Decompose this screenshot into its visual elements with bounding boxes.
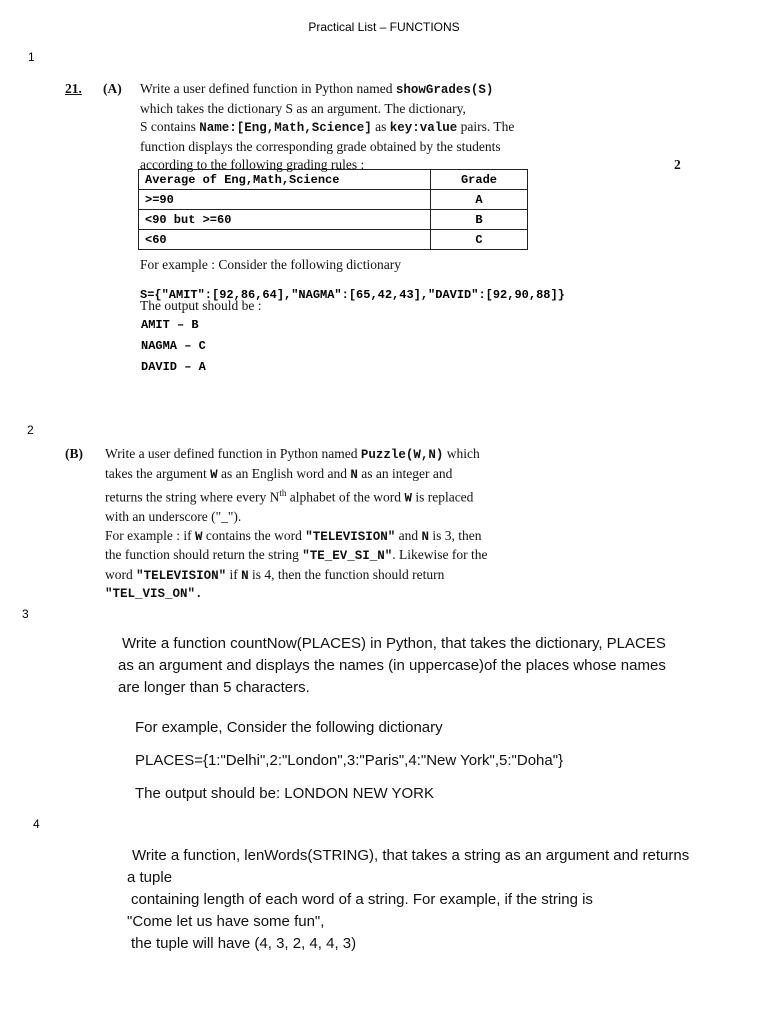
item-number-2: 2 [27,423,34,437]
function-name-puzzle: Puzzle(W,N) [360,448,444,462]
table-row: <60 C [139,230,528,250]
question-3-text: Write a function countNow(PLACES) in Python, that takes the dictionary, PLACES as an argument and displays the names (in uppercase)of the places whose names are longer than 5 characters. [118,635,666,696]
table-header-average: Average of Eng,Math,Science [139,170,431,190]
question-4-text: Write a function, lenWords(STRING), that takes a string as an argument and returns a tuple containing length of each word of a string. For example, if the string is "Come let us have some fun", the tuple will have (4, 3, 2, 4, 4, 3) [127,847,690,952]
function-name-showgrades: showGrades(S) [395,83,494,97]
output-line: AMIT – B [141,318,199,332]
question-3-dictionary: PLACES={1:"Delhi",2:"London",3:"Paris",4:"New York",5:"Doha"} [135,752,564,769]
question-number: 21. [65,81,82,96]
question-3-example: For example, Consider the following dictionary [135,719,443,736]
output-line: NAGMA – C [141,339,206,353]
question-21a-text: Write a user defined function in Python named showGrades(S) which takes the dictionary S as an argument. The dictionary, S contains Name:[Eng,Math,Science] as key:value pairs. The function displays the corresponding grade obtained by the students according to the following grading rules : [140,81,515,172]
table-row: <90 but >=60 B [139,210,528,230]
example-label: For example : Consider the following dictionary [140,257,401,272]
output-line: DAVID – A [141,360,206,374]
question-b-text: Write a user defined function in Python named Puzzle(W,N) which takes the argument W as an English word and N as an integer and returns the string where every $N^{th}$ alphabet of the word W is replaced with an underscore ("_"). For example : if W contains the word "TELEVISION" and N is 3, then the function should return the string "TE_EV_SI_N". Likewise for the word "TELEVISION" if N is 4, then the function should return "TEL_VIS_ON". [105,446,488,601]
question-part-b: (B) [65,446,83,461]
question-3-output: The output should be: LONDON NEW YORK [135,785,435,802]
question-part-a: (A) [103,81,122,96]
table-row: >=90 A [139,190,528,210]
page-title: Practical List – FUNCTIONS [308,20,460,34]
table-header-row [139,170,528,190]
item-number-4: 4 [33,817,40,831]
example-dictionary: S={"AMIT":[92,86,64],"NAGMA":[65,42,43],"DAVID":[92,90,88]} [140,288,565,302]
output-label: The output should be : [140,298,262,313]
table-header-grade: Grade [431,170,528,190]
item-number-3: 3 [22,607,29,621]
item-number-1: 1 [28,50,35,64]
marks: 2 [674,157,681,172]
grading-table [138,169,528,250]
